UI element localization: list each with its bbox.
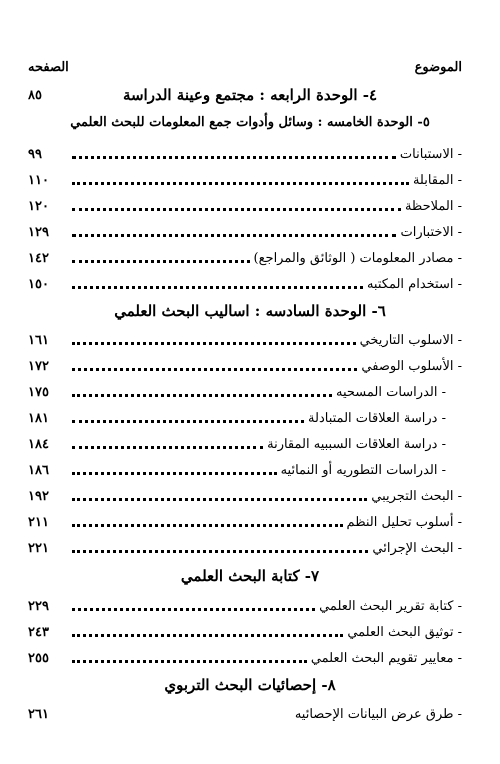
toc-entry-page: ٢٥٥ (28, 651, 49, 666)
dot-leader (72, 660, 307, 663)
toc-entry-page: ١٨٤ (28, 437, 49, 452)
toc-entry-page: ١٥٠ (28, 277, 49, 292)
dot-leader (72, 342, 356, 345)
unit4-page: ٨٥ (28, 88, 42, 103)
dot-leader (72, 472, 277, 475)
toc-entry-page: ١٤٢ (28, 251, 49, 266)
toc-row[interactable] (28, 192, 462, 214)
toc-row[interactable] (28, 140, 462, 162)
toc-entry-label: - الملاحظة (404, 199, 462, 214)
toc-entry-label: - الاختبارات (400, 225, 462, 240)
toc-entry-label: - معايير تقويم البحث العلمي (310, 651, 462, 666)
toc-entry-label: - الدراسات المسحيه (335, 385, 446, 400)
toc-entry-page: ٩٩ (28, 147, 42, 162)
dot-leader (72, 208, 401, 211)
toc-row[interactable] (28, 270, 462, 292)
toc-entry-label: - توثيق البحث العلمي (347, 625, 462, 640)
toc-entry-label: - البحث الإجرائي (372, 541, 462, 556)
toc-entry-label: - دراسة العلاقات السببيه المقارنة (267, 437, 446, 452)
toc-row[interactable] (28, 482, 462, 504)
toc-entry-label: - المقابلة (412, 173, 462, 188)
toc-row[interactable] (28, 456, 462, 478)
toc-row[interactable] (28, 534, 462, 556)
toc-entry-label: - أسلوب تحليل النظم (346, 515, 462, 530)
dot-leader (72, 420, 304, 423)
dot-leader (72, 446, 263, 449)
unit6-title: ٦- الوحدة السادسه : اساليب البحث العلمي (114, 302, 386, 320)
dot-leader (72, 634, 343, 637)
toc-entry-page: ١٦١ (28, 333, 49, 348)
toc-entry-page: ١١٠ (28, 173, 49, 188)
toc-row[interactable] (28, 166, 462, 188)
toc-row[interactable] (28, 244, 462, 266)
topic-column-header: الموضوع (414, 60, 462, 75)
unit8-title: ٨- إحصائيات البحث التربوي (164, 676, 336, 694)
toc-entry-label: - طرق عرض البيانات الإحصائيه (294, 707, 462, 722)
toc-entry-page: ٢١١ (28, 515, 49, 530)
dot-leader (72, 394, 332, 397)
toc-entry-page: ١٨١ (28, 411, 49, 426)
toc-entry-label: - استخدام المكتبه (366, 277, 462, 292)
toc-row[interactable] (28, 700, 462, 722)
dot-leader (72, 550, 368, 553)
toc-entry-page: ٢٢٩ (28, 599, 49, 614)
toc-entry-page: ١٩٢ (28, 489, 49, 504)
toc-row[interactable] (28, 430, 462, 452)
toc-row[interactable] (28, 378, 462, 400)
toc-entry-page: ٢٢١ (28, 541, 49, 556)
dot-leader (72, 498, 367, 501)
toc-entry-page: ١٢٠ (28, 199, 49, 214)
toc-entry-page: ١٧٢ (28, 359, 49, 374)
toc-entry-label: - مصادر المعلومات ( الوثائق والمراجع) (253, 251, 462, 266)
toc-entry-page: ١٧٥ (28, 385, 49, 400)
toc-row[interactable] (28, 326, 462, 348)
dot-leader (72, 182, 409, 185)
toc-entry-label: - البحث التجريبي (371, 489, 462, 504)
toc-entry-label: - كتابة تقرير البحث العلمي (319, 599, 462, 614)
dot-leader (72, 234, 396, 237)
toc-row[interactable] (28, 618, 462, 640)
unit7-title: ٧- كتابة البحث العلمي (180, 567, 320, 585)
toc-row[interactable] (28, 508, 462, 530)
toc-entry-page: ١٨٦ (28, 463, 49, 478)
dot-leader (72, 608, 315, 611)
toc-entry-page: ٢٦١ (28, 707, 49, 722)
dot-leader (72, 524, 343, 527)
toc-row[interactable] (28, 218, 462, 240)
page-column-header: الصفحه (28, 60, 69, 75)
toc-entry-label: - الاسلوب التاريخي (359, 333, 462, 348)
dot-leader (72, 156, 396, 159)
toc-entry-label: - الأسلوب الوصفي (361, 359, 462, 374)
dot-leader (72, 368, 357, 371)
unit4-title: ٤- الوحدة الرابعه : مجتمع وعينة الدراسة (122, 86, 378, 104)
toc-entry-page: ١٢٩ (28, 225, 49, 240)
dot-leader (72, 286, 363, 289)
dot-leader (72, 260, 250, 263)
unit5-title: ٥- الوحدة الخامسه : وسائل وأدوات جمع المعلومات للبحث العلمي (70, 115, 430, 130)
toc-row[interactable] (28, 352, 462, 374)
toc-row[interactable] (28, 592, 462, 614)
toc-row[interactable] (28, 404, 462, 426)
toc-row[interactable] (28, 644, 462, 666)
toc-entry-label: - الاستبانات (399, 147, 462, 162)
toc-entry-page: ٢٤٣ (28, 625, 49, 640)
toc-entry-label: - الدراسات التطوريه أو النمائيه (280, 463, 446, 478)
toc-entry-label: - دراسة العلاقات المتبادلة (308, 411, 446, 426)
